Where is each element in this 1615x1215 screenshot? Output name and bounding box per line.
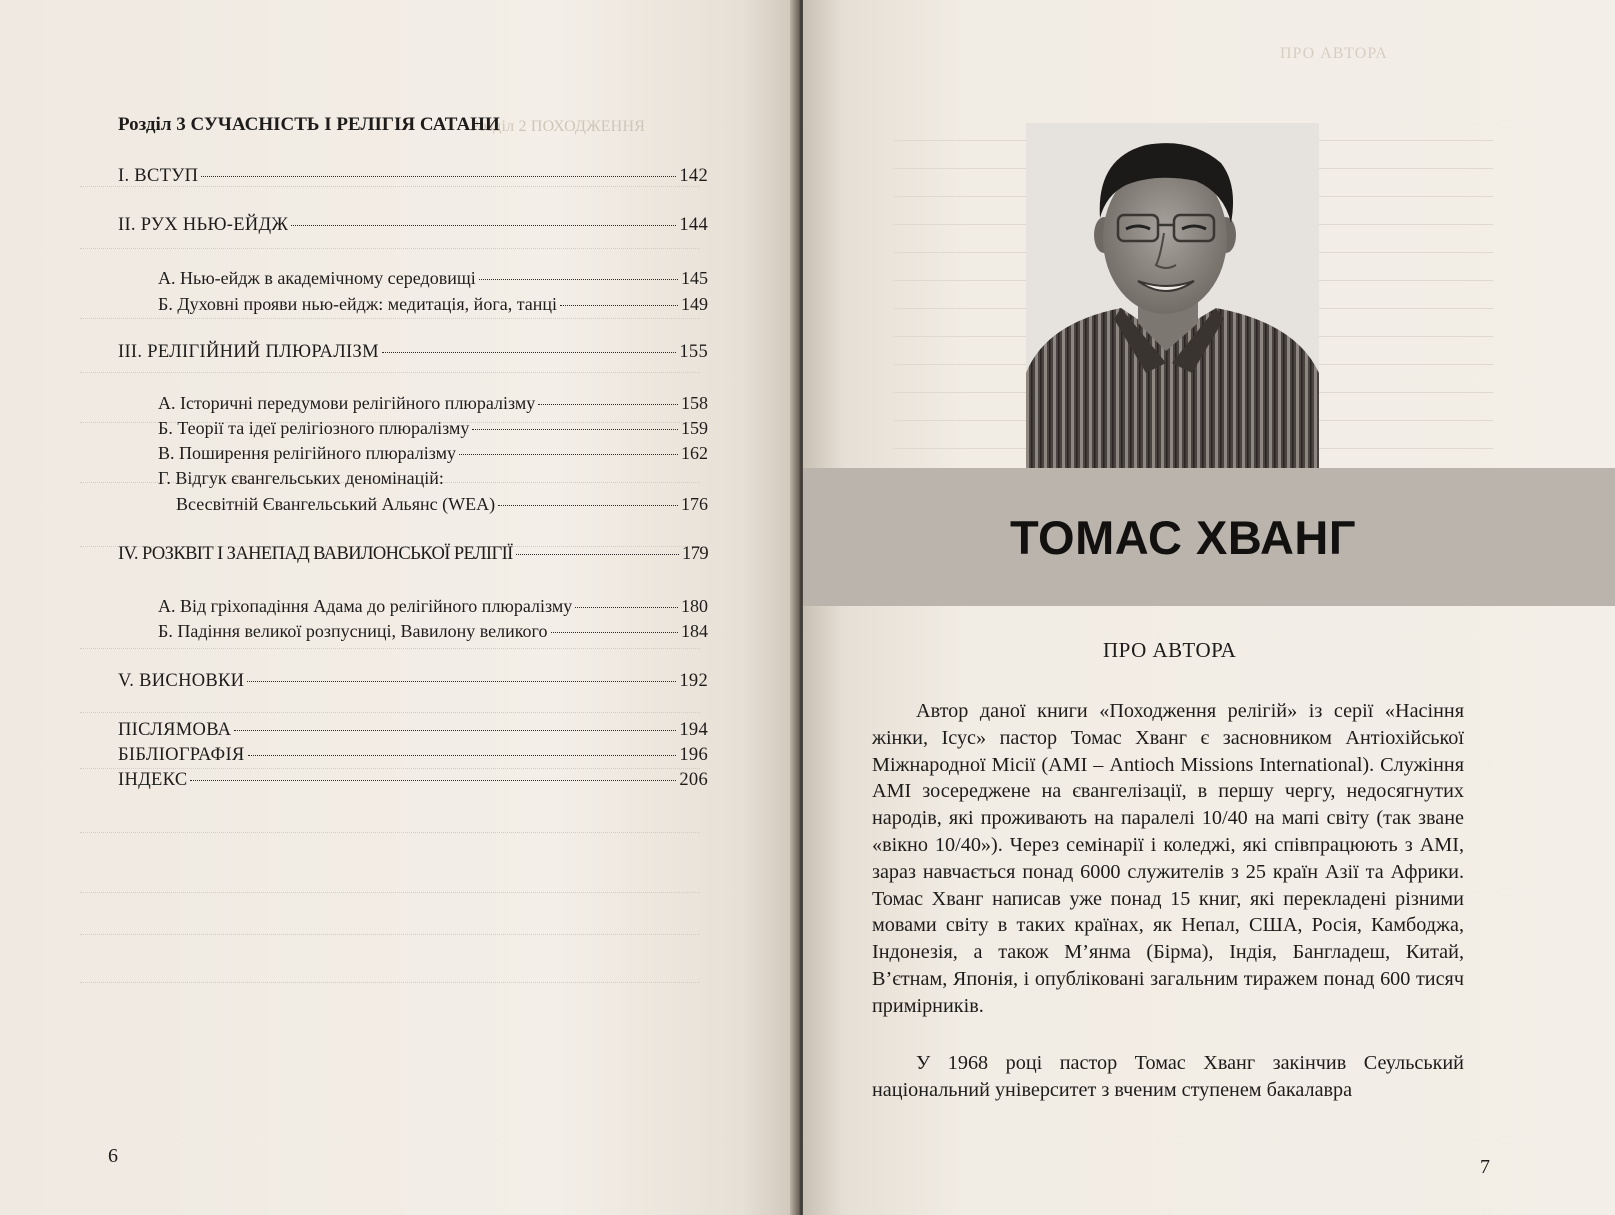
bleed-through-leader <box>80 832 700 833</box>
page-number: 6 <box>108 1145 118 1167</box>
author-name: ТОМАС ХВАНГ <box>1010 511 1356 564</box>
toc-subentry: А. Нью-ейдж в академічному середовищі 145 <box>158 268 708 288</box>
bleed-through-leader <box>80 318 700 319</box>
section-title: Розділ 3 СУЧАСНІСТЬ І РЕЛІГІЯ САТАНИ <box>118 114 500 135</box>
bleed-through-leader <box>80 982 700 983</box>
toc-subentry: Всесвітній Євангельський Альянс (WEA) 176 <box>176 494 708 514</box>
toc-subentry: В. Поширення релігійного плюралізму 162 <box>158 443 708 463</box>
toc-entry: IV. РОЗКВІТ І ЗАНЕПАД ВАВИЛОНСЬКОЇ РЕЛІГІЇ 179 <box>118 544 708 564</box>
toc-subentry: Б. Духовні прояви нью-ейдж: медитація, йога, танці 149 <box>158 294 708 314</box>
toc-entry: ПІСЛЯМОВА 194 <box>118 720 708 740</box>
toc-entry: ІІІ. РЕЛІГІЙНИЙ ПЛЮРАЛІЗМ 155 <box>118 342 708 362</box>
toc-entry: БІБЛІОГРАФІЯ 196 <box>118 745 708 765</box>
bleed-through-leader <box>80 892 700 893</box>
toc-entry: І. ВСТУП 142 <box>118 166 708 186</box>
toc-subentry: Б. Теорії та ідеї релігіозного плюралізму 159 <box>158 418 708 438</box>
bleed-through-text: Розділ 2 ПОХОДЖЕННЯ <box>470 118 646 135</box>
bleed-through-leader <box>80 934 700 935</box>
page-number: 7 <box>1480 1156 1490 1178</box>
bleed-through-leader <box>80 648 700 649</box>
left-page <box>0 0 797 1215</box>
bleed-through-leader <box>80 248 700 249</box>
toc-subentry: А. Від гріхопадіння Адама до релігійного плюралізму 180 <box>158 596 708 616</box>
bleed-through-leader <box>80 768 700 769</box>
bleed-through-leader <box>80 712 700 713</box>
about-paragraph: У 1968 році пастор Томас Хванг закінчив Сеульський національний університет з вченим ступенем бакалавра <box>872 1052 1464 1101</box>
toc-subentry-line: Г. Відгук євангельських деномінацій: <box>158 468 444 488</box>
author-photo <box>1026 123 1319 468</box>
toc-entry: ІІ. РУХ НЬЮ-ЕЙДЖ 144 <box>118 215 708 235</box>
bleed-through-running-head: ПРО АВТОРА <box>1280 45 1388 62</box>
toc-entry: ІНДЕКС 206 <box>118 770 708 790</box>
toc-entry: V. ВИСНОВКИ 192 <box>118 671 708 691</box>
toc-subentry: А. Історичні передумови релігійного плюралізму 158 <box>158 393 708 413</box>
about-author-heading: ПРО АВТОРА <box>1103 638 1237 662</box>
toc-subentry: Б. Падіння великої розпусниці, Вавилону великого 184 <box>158 621 708 641</box>
about-paragraph: Автор даної книги «Походження релігій» із серії «Насіння жінки, Ісус» пастор Томас Хванг є засновником Антіохійської Міжнародної Місії (АМІ – Antioch Missions International). Служіння АМІ зосереджене на євангелізації, в першу чергу, недосягнутих народів, які проживають на паралелі 10/40 на мапі світу (так зване «вікно 10/40»). Через семінарії і коледжі, які співпрацюють з АМІ, зараз навчається понад 6000 служителів з 25 країн Азії та Африки. Томас Хванг написав уже понад 15 книг, які перекладені різними мовами світу в таких країнах, як Непал, США, Росія, Камбоджа, Індонезія, а також М’янма (Бірма), Індія, Бангладеш, Китай, В’єтнам, Японія, і опубліковані загальним тиражем понад 600 тисяч примірників. <box>872 700 1464 1017</box>
bleed-through-leader <box>80 372 700 373</box>
